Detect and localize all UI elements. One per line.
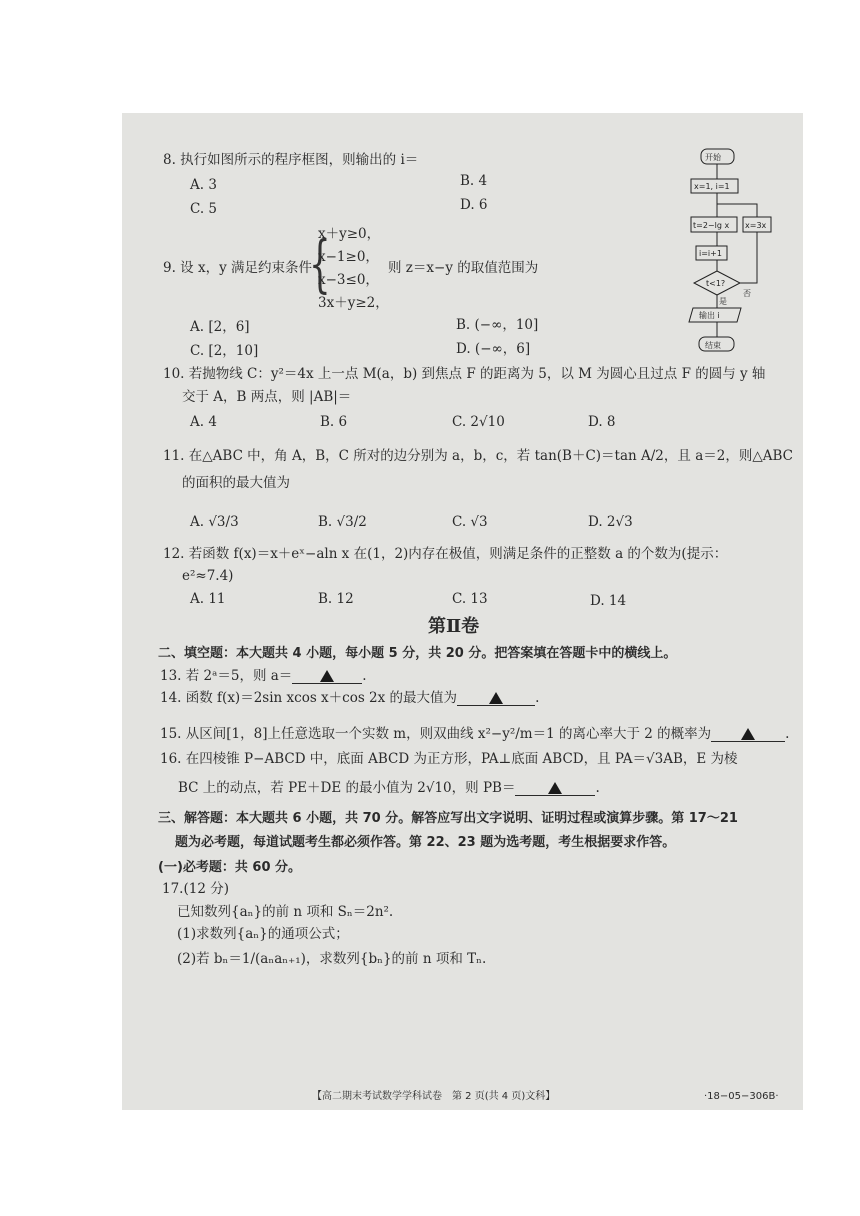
q9-option-c: C. [2，10] (190, 343, 259, 359)
flow-yes: 是 (719, 297, 727, 306)
q12-option-d: D. 14 (590, 593, 627, 609)
q16-line2: BC 上的动点，若 PE＋DE 的最小值为 2√10，则 PB＝ (178, 780, 516, 796)
q12-option-c: C. 13 (452, 591, 488, 607)
q12-option-b: B. 12 (318, 591, 354, 607)
q9-target: 则 z＝x−y 的取值范围为 (388, 260, 539, 276)
q9-option-a: A. [2，6] (190, 319, 250, 335)
q9-brace: { (309, 227, 331, 300)
q13-answer-blank (292, 669, 362, 684)
required-header: (一)必考题：共 60 分。 (158, 860, 302, 875)
q14 (160, 690, 539, 706)
q12-line1: 12. 若函数 f(x)＝x＋eˣ−aln x 在(1，2)内存在极值，则满足条件的正整数 a 的个数为(提示： (163, 546, 728, 562)
flow-no: 否 (743, 289, 751, 298)
q11-line2: 的面积的最大值为 (182, 475, 290, 491)
answer-marker-icon (489, 692, 503, 704)
q14-answer-blank (457, 691, 535, 706)
q13 (160, 668, 367, 684)
q8-option-d: D. 6 (460, 197, 488, 213)
q16-answer-blank (515, 781, 595, 796)
q13-end: . (362, 668, 367, 684)
q9-option-d: D. (−∞，6] (456, 341, 531, 357)
q15-text: 15. 从区间[1，8]上任意选取一个实数 m，则双曲线 x²−y²/m＝1 的离心率大于 2 的概率为 (160, 726, 712, 742)
q11-option-c: C. √3 (452, 514, 488, 530)
answer-marker-icon (741, 728, 755, 740)
q17-part2: (2)若 bₙ＝1/(aₙaₙ₊₁)，求数列{bₙ}的前 n 项和 Tₙ. (177, 951, 487, 967)
q8-option-a: A. 3 (190, 177, 217, 193)
q17-part1: (1)求数列{aₙ}的通项公式； (177, 926, 349, 942)
part3-header-line1: 三、解答题：本大题共 6 小题，共 70 分。解答应写出文字说明、证明过程或演算步骤。第 17～21 (158, 811, 738, 826)
q9-constraint-2: x−1≥0， (318, 249, 379, 265)
q9-stem: 9. 设 x，y 满足约束条件 (163, 260, 312, 276)
q9-constraint-4: 3x＋y≥2， (318, 295, 389, 311)
part2-header: 二、填空题：本大题共 4 小题，每小题 5 分，共 20 分。把答案填在答题卡中的横线上。 (158, 646, 677, 661)
q16-line1: 16. 在四棱锥 P−ABCD 中，底面 ABCD 为正方形，PA⊥底面 ABCD，且 PA＝√3AB，E 为棱 (160, 751, 738, 767)
footer-code: ·18−05−306B· (704, 1091, 779, 1102)
q10-option-b: B. 6 (320, 414, 348, 430)
q9-option-b: B. (−∞，10] (456, 317, 539, 333)
flow-cond: t<1? (706, 279, 726, 288)
q16-end: . (595, 780, 600, 796)
q8-stem: 8. 执行如图所示的程序框图，则输出的 i＝ (163, 152, 419, 168)
q16-line2-wrap (178, 780, 600, 796)
q12-line2: e²≈7.4) (182, 568, 234, 584)
q10-line2: 交于 A，B 两点，则 |AB|＝ (182, 389, 352, 405)
footer-title: 【高二期末考试数学学科试卷 第 2 页(共 4 页)文科】 (312, 1091, 556, 1102)
q9-constraint-1: x＋y≥0， (318, 226, 381, 242)
q15-answer-blank (711, 727, 785, 742)
flow-start: 开始 (705, 153, 721, 162)
flow-update: x=3x (745, 221, 767, 230)
q10-option-a: A. 4 (190, 414, 217, 430)
flow-inc: i=i+1 (699, 249, 722, 258)
q13-text: 13. 若 2ᵃ＝5，则 a＝ (160, 668, 293, 684)
section-title: 第Ⅱ卷 (428, 616, 480, 637)
q17-given: 已知数列{aₙ}的前 n 项和 Sₙ＝2n². (177, 904, 394, 920)
flow-end: 结束 (705, 341, 721, 350)
q11-option-d: D. 2√3 (588, 514, 633, 530)
flow-init: x=1, i=1 (694, 182, 730, 191)
flowchart (685, 140, 785, 365)
q10-option-d: D. 8 (588, 414, 616, 430)
q11-option-b: B. √3/2 (318, 514, 367, 530)
q10-line1: 10. 若抛物线 C：y²＝4x 上一点 M(a，b) 到焦点 F 的距离为 5，以 M 为圆心且过点 F 的圆与 y 轴 (163, 366, 766, 382)
q17-number: 17.(12 分) (162, 881, 229, 897)
q10-option-c: C. 2√10 (452, 414, 505, 430)
q14-end: . (535, 690, 540, 706)
q14-text: 14. 函数 f(x)＝2sin xcos x＋cos 2x 的最大值为 (160, 690, 458, 706)
q11-line1: 11. 在△ABC 中，角 A，B，C 所对的边分别为 a，b，c，若 tan(B＋C)＝tan A/2，且 a＝2，则△ABC (163, 448, 793, 464)
answer-marker-icon (320, 670, 334, 682)
q12-option-a: A. 11 (190, 591, 226, 607)
part3-header-line2: 题为必考题，每道试题考生都必须作答。第 22、23 题为选考题，考生根据要求作答。 (175, 835, 676, 850)
q9-constraint-3: x−3≤0， (318, 272, 379, 288)
q11-option-a: A. √3/3 (190, 514, 239, 530)
q8-option-b: B. 4 (460, 173, 488, 189)
q8-option-c: C. 5 (190, 201, 218, 217)
flow-output: 输出 i (699, 311, 720, 320)
answer-marker-icon (548, 782, 562, 794)
q15-end: . (785, 726, 790, 742)
q15 (160, 726, 789, 742)
flow-calc: t=2−lg x (693, 221, 730, 230)
